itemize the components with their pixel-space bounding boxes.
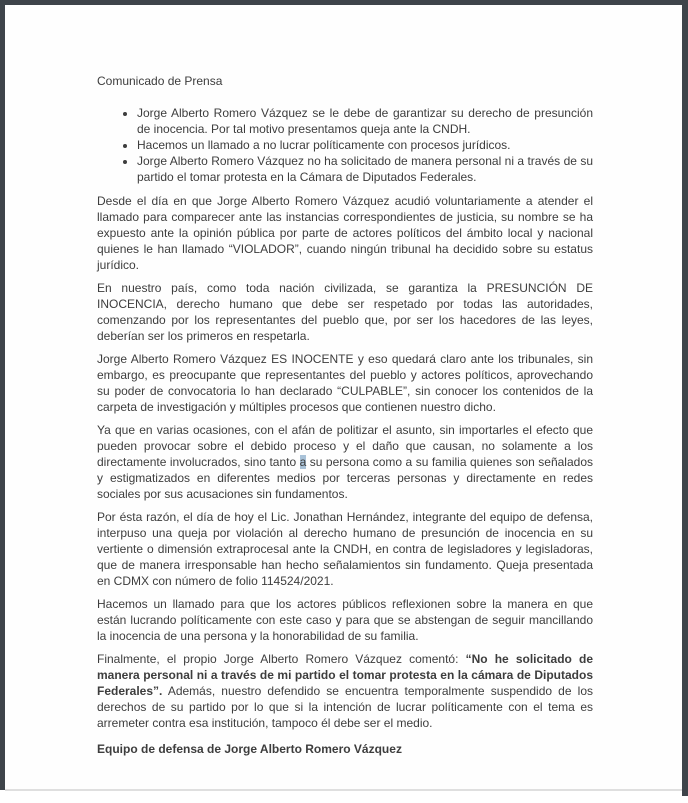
paragraph-desde-el-dia: Desde el día en que Jorge Alberto Romero Vázquez acudió voluntariamente a atender el llamado para comparecer ante las instancias correspondientes de justicia, su nombre se ha expuesto ante la opinión pública por parte de actores políticos del ámbito local y nacional quienes le han llamado “VIOLADOR”, cuando ningún tribunal ha decidido sobre su estatus jurídico. bbox=[97, 194, 593, 272]
bullet-item: • Hacemos un llamado a no lucrar políticamente con procesos jurídicos. bbox=[137, 137, 593, 153]
paragraph-text: Finalmente, el propio Jorge Alberto Romero Vázquez comentó: bbox=[97, 652, 466, 666]
paragraph-text: su persona como a su familia quienes son señalados y estigmatizados en diferentes medios por terceras personas y directamente en redes sociales por sus acusaciones sin fundamentos. bbox=[97, 455, 593, 501]
page-bottom-edge bbox=[5, 789, 682, 791]
signature-line: Equipo de defensa de Jorge Alberto Romero Vázquez bbox=[97, 742, 402, 756]
bold-quote-text: “No he solicitado de manera personal ni a través de mi partido el tomar protesta en la cámara de Diputados Federales”. bbox=[97, 652, 593, 698]
paragraph-hacemos-un-llamado: Hacemos un llamado para que los actores públicos reflexionen sobre la manera en que están lucrando políticamente con este caso y para que se abstengan de seguir mancillando la inocencia de una persona y la honorabilidad de su familia. bbox=[97, 597, 593, 643]
bullet-list bbox=[97, 105, 593, 185]
bullet-item: • Jorge Alberto Romero Vázquez se le debe de garantizar su derecho de presunción de inocencia. Por tal motivo presentamos queja ante la CNDH. bbox=[137, 105, 593, 137]
document-title: Comunicado de Prensa bbox=[97, 74, 223, 88]
paragraph-text: Ya que en varias ocasiones, con el afán de politizar el asunto, sin importarles el efecto que pueden provocar sobre el debido proceso y el daño que causan, no solamente a los directamente involucrados, sino tanto bbox=[97, 423, 593, 469]
bullet-item: • Jorge Alberto Romero Vázquez no ha solicitado de manera personal ni a través de su partido el tomar protesta en la Cámara de Diputados Federales. bbox=[137, 153, 593, 185]
viewer-frame-right bbox=[682, 0, 688, 796]
document-page bbox=[5, 5, 682, 789]
paragraph-por-esta-razon: Por ésta razón, el día de hoy el Lic. Jonathan Hernández, integrante del equipo de defensa, interpuso una queja por violación al derecho humano de presunción de inocencia en su vertiente o dimensión extraprocesal ante la CNDH, en contra de legisladores y legisladoras, que de manera irresponsable han hecho señalamientos sin fundamento. Queja presentada en CDMX con número de folio 114524/2021. bbox=[97, 510, 593, 588]
paragraph-text: Además, nuestro defendido se encuentra temporalmente suspendido de los derechos de su partido por lo que si la intención de lucrar políticamente con el tema es arremeter contra esa institución, tampoco él debe ser el medio. bbox=[97, 684, 593, 730]
paragraph-ya-que-en-varias bbox=[97, 422, 593, 502]
paragraph-en-nuestro-pais: En nuestro país, como toda nación civilizada, se garantiza la PRESUNCIÓN DE INOCENCIA, derecho humano que debe ser respetado por todas las autoridades, comenzando por los representantes del pueblo que, por ser los hacedores de las leyes, deberían ser los primeros en respetarla. bbox=[97, 281, 593, 343]
paragraph-finalmente bbox=[97, 651, 593, 731]
paragraph-es-inocente: Jorge Alberto Romero Vázquez ES INOCENTE y eso quedará claro ante los tribunales, sin embargo, es preocupante que representantes del pueblo y actores políticos, aprovechando su poder de convocatoria lo han declarado “CULPABLE”, sin conocer los contenidos de la carpeta de investigación y múltiples procesos que contienen nuestro dicho. bbox=[97, 352, 593, 414]
selected-text-highlight: a bbox=[299, 455, 307, 469]
